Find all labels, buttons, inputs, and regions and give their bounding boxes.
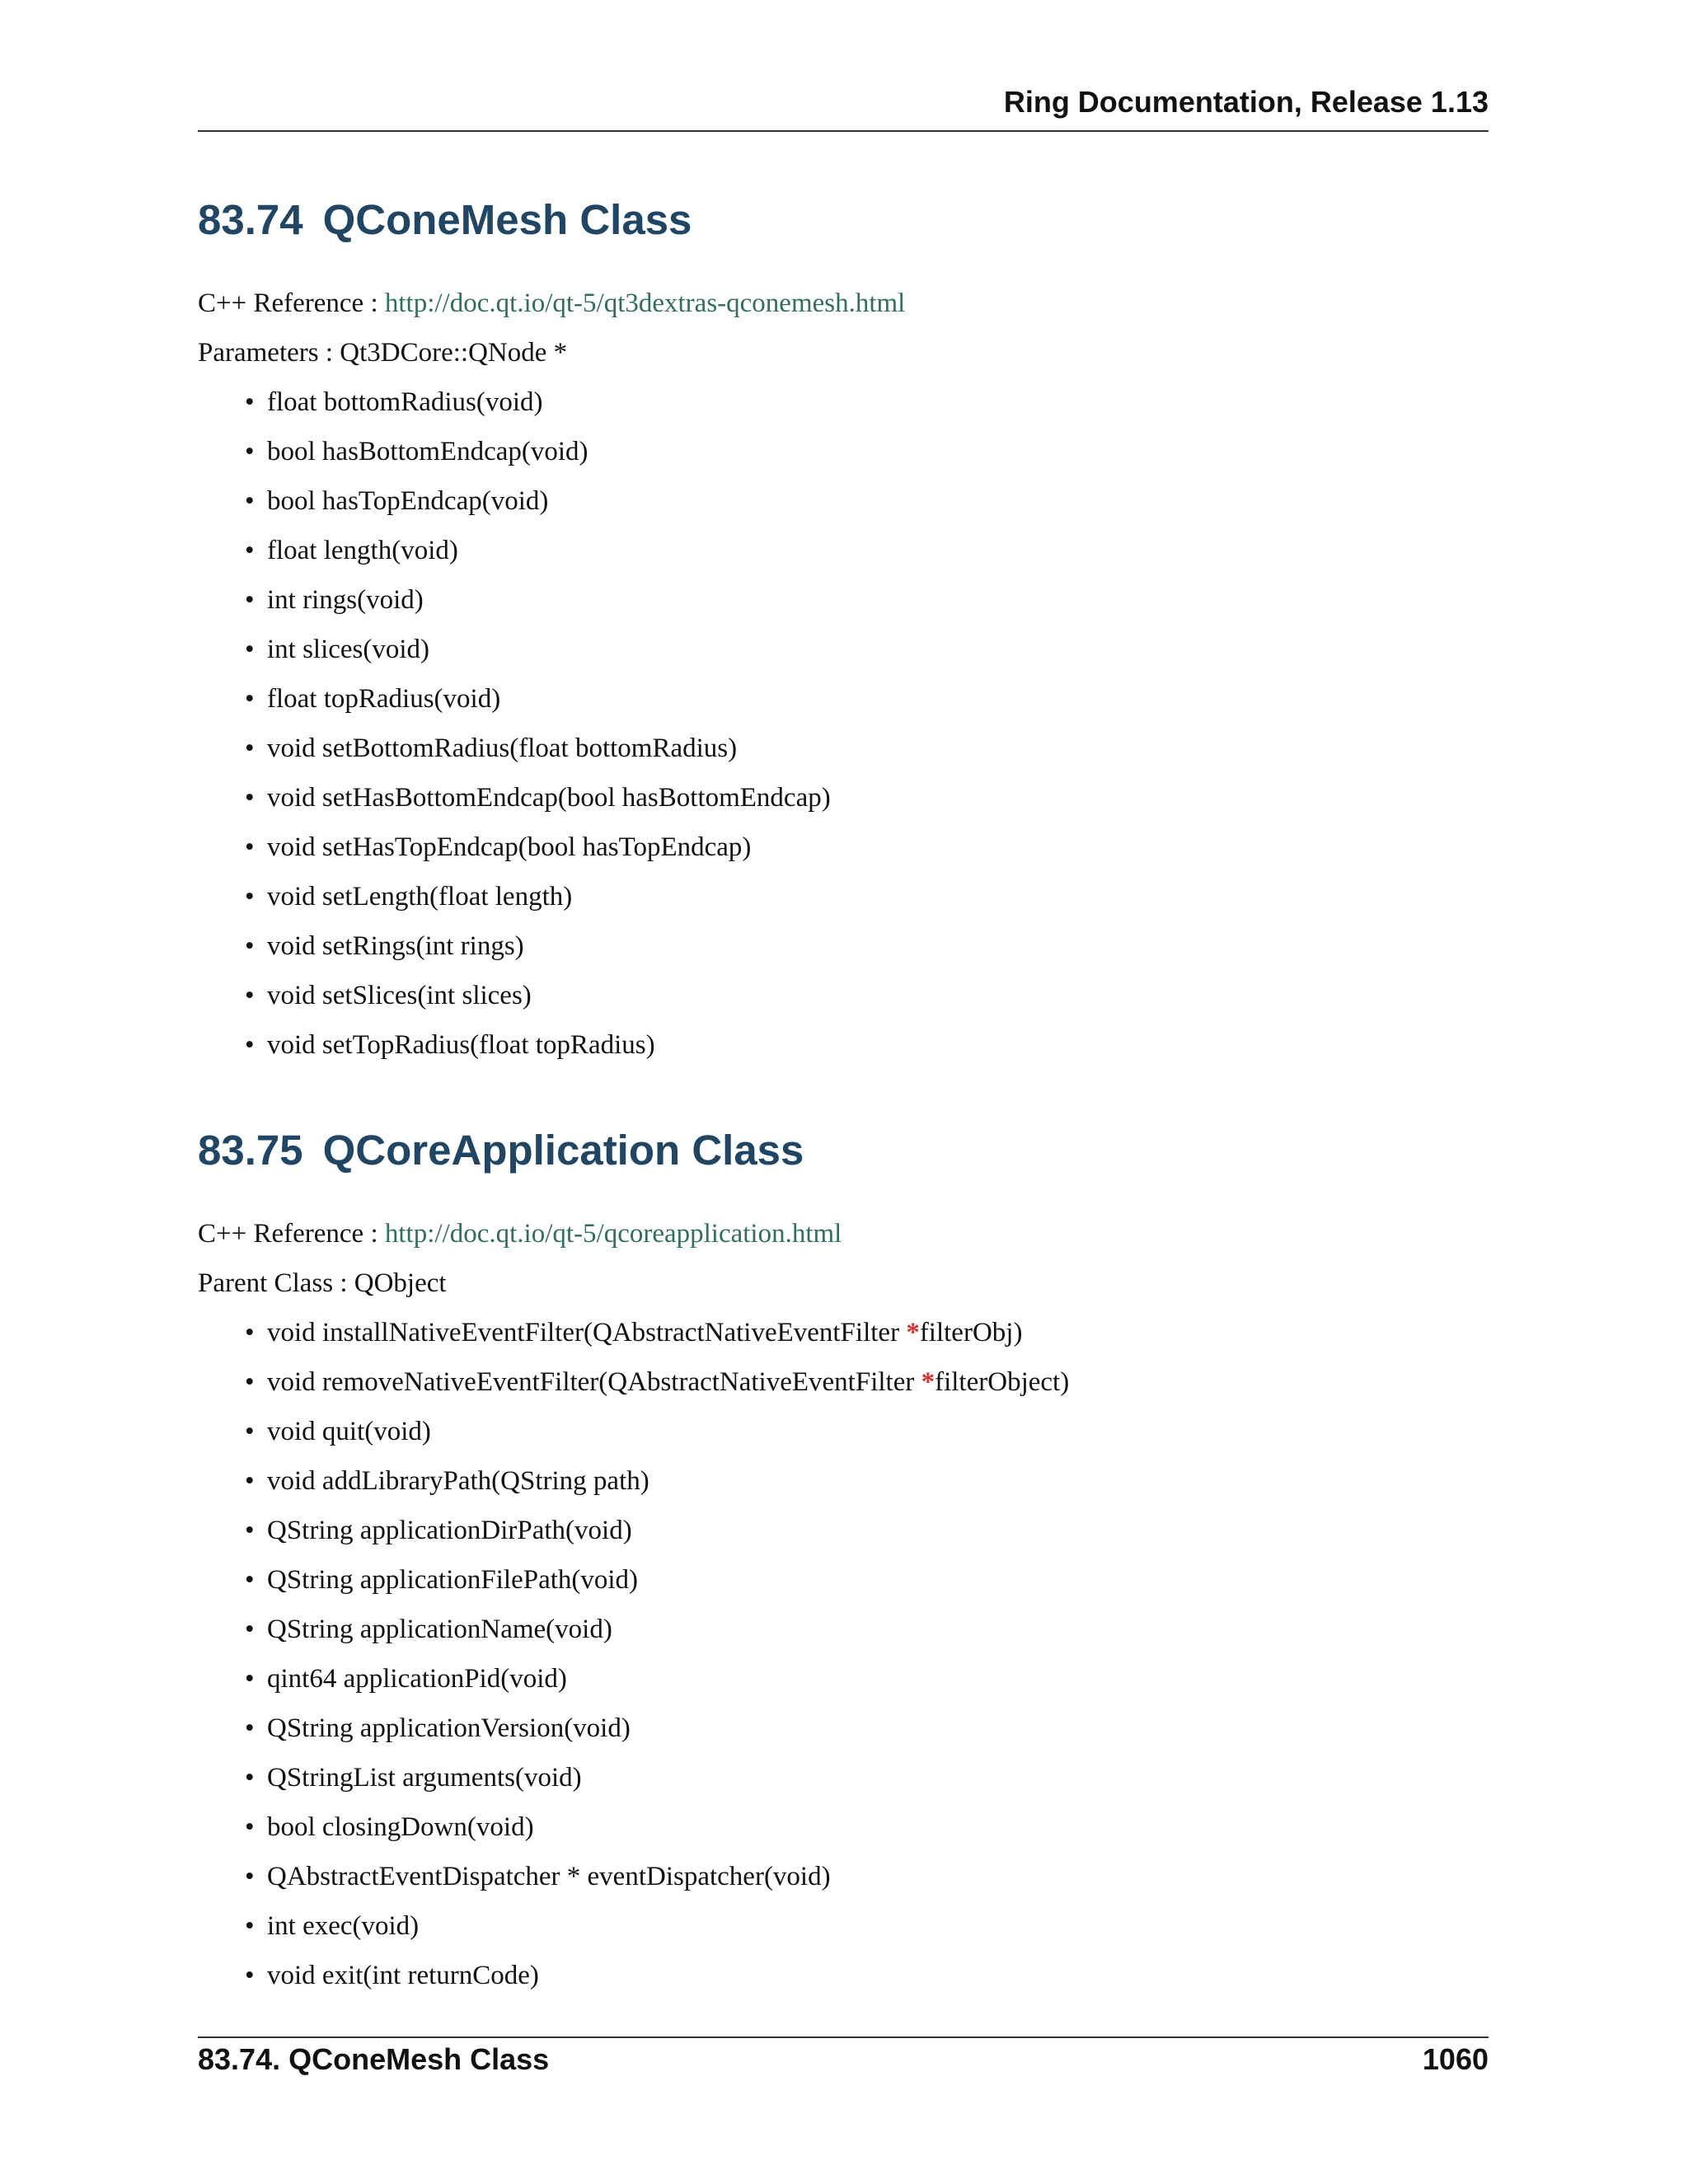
cpp-reference <box>198 279 1489 328</box>
section-qconemesh <box>198 191 1489 1070</box>
method-signature: void setLength(float length) <box>267 882 573 912</box>
method-item <box>198 1506 1489 1555</box>
method-item <box>198 823 1489 872</box>
method-signature: QString applicationFilePath(void) <box>267 1565 639 1595</box>
bullet-icon: • <box>245 1466 255 1496</box>
pointer-marker: * <box>921 1367 935 1397</box>
bullet-icon: • <box>245 486 255 516</box>
section-title: QCoreApplication Class <box>322 1127 804 1174</box>
bullet-icon: • <box>245 1812 255 1842</box>
method-item <box>198 427 1489 476</box>
method-item <box>198 1020 1489 1070</box>
running-footer <box>198 2042 1489 2076</box>
reference-link[interactable]: http://doc.qt.io/qt-5/qcoreapplication.html <box>384 1219 842 1249</box>
bullet-icon: • <box>245 1713 255 1743</box>
method-signature-part: filterObject) <box>935 1367 1070 1397</box>
method-item <box>198 1852 1489 1901</box>
bullet-icon: • <box>245 1030 255 1060</box>
parent-class-line: Parent Class : QObject <box>198 1268 447 1298</box>
pointer-marker: * <box>906 1318 920 1347</box>
method-item <box>198 575 1489 625</box>
method-item <box>198 1357 1489 1407</box>
method-item <box>198 1654 1489 1704</box>
bullet-icon: • <box>245 1763 255 1793</box>
bullet-icon: • <box>245 1862 255 1891</box>
bullet-icon: • <box>245 931 255 961</box>
method-item <box>198 526 1489 575</box>
method-item <box>198 1802 1489 1852</box>
method-list <box>198 377 1489 1070</box>
method-list <box>198 1308 1489 2000</box>
method-item <box>198 625 1489 674</box>
bullet-icon: • <box>245 387 255 417</box>
section-heading <box>198 1122 1489 1179</box>
bullet-icon: • <box>245 635 255 664</box>
bullet-icon: • <box>245 1961 255 1990</box>
section-number: 83.74 <box>198 196 303 243</box>
method-signature: void setHasBottomEndcap(bool hasBottomEndcap) <box>267 783 831 813</box>
method-item <box>198 1555 1489 1605</box>
method-signature: void setSlices(int slices) <box>267 981 532 1010</box>
bullet-icon: • <box>245 783 255 813</box>
reference-label: C++ Reference : <box>198 1219 385 1249</box>
method-item <box>198 1901 1489 1951</box>
bullet-icon: • <box>245 1318 255 1347</box>
method-signature: QString applicationDirPath(void) <box>267 1516 632 1545</box>
method-signature: void addLibraryPath(QString path) <box>267 1466 649 1496</box>
section-heading <box>198 191 1489 249</box>
bullet-icon: • <box>245 1911 255 1941</box>
section-number: 83.75 <box>198 1127 303 1174</box>
running-header: Ring Documentation, Release 1.13 <box>1003 85 1489 119</box>
method-item <box>198 971 1489 1020</box>
method-signature: float topRadius(void) <box>267 684 501 714</box>
cpp-reference <box>198 1209 1489 1258</box>
method-signature: void setHasTopEndcap(bool hasTopEndcap) <box>267 832 752 862</box>
page-number: 1060 <box>1422 2042 1489 2076</box>
method-item <box>198 1456 1489 1506</box>
method-signature-part: void installNativeEventFilter(QAbstractNativeEventFilter <box>267 1318 907 1347</box>
method-signature: void setBottomRadius(float bottomRadius) <box>267 733 738 763</box>
method-item <box>198 476 1489 526</box>
method-item <box>198 1605 1489 1654</box>
method-signature: QString applicationName(void) <box>267 1615 612 1644</box>
method-item <box>198 1308 1489 1357</box>
method-signature: float length(void) <box>267 536 458 565</box>
method-item <box>198 1407 1489 1456</box>
method-item <box>198 674 1489 724</box>
bullet-icon: • <box>245 1516 255 1545</box>
method-signature: int slices(void) <box>267 635 430 664</box>
method-signature: QAbstractEventDispatcher * eventDispatcher(void) <box>267 1862 831 1891</box>
reference-label: C++ Reference : <box>198 288 385 318</box>
bullet-icon: • <box>245 585 255 615</box>
method-signature: int rings(void) <box>267 585 424 615</box>
bullet-icon: • <box>245 832 255 862</box>
bullet-icon: • <box>245 684 255 714</box>
method-signature: bool hasTopEndcap(void) <box>267 486 549 516</box>
reference-link[interactable]: http://doc.qt.io/qt-5/qt3dextras-qconemesh.html <box>384 288 906 318</box>
method-signature: bool closingDown(void) <box>267 1812 534 1842</box>
method-signature: QStringList arguments(void) <box>267 1763 582 1793</box>
method-item <box>198 1951 1489 2000</box>
method-signature: void quit(void) <box>267 1417 431 1446</box>
bullet-icon: • <box>245 437 255 466</box>
bullet-icon: • <box>245 1615 255 1644</box>
bullet-icon: • <box>245 1565 255 1595</box>
method-item <box>198 377 1489 427</box>
bullet-icon: • <box>245 1367 255 1397</box>
method-item <box>198 1704 1489 1753</box>
method-item <box>198 921 1489 971</box>
method-signature: int exec(void) <box>267 1911 420 1941</box>
section-qcoreapplication <box>198 1122 1489 2000</box>
bullet-icon: • <box>245 1664 255 1694</box>
bullet-icon: • <box>245 981 255 1010</box>
method-signature: void setTopRadius(float topRadius) <box>267 1030 655 1060</box>
section-title: QConeMesh Class <box>322 196 692 243</box>
footer-rule <box>198 2036 1489 2038</box>
parameters-line: Parameters : Qt3DCore::QNode * <box>198 338 568 368</box>
method-signature: void setRings(int rings) <box>267 931 524 961</box>
bullet-icon: • <box>245 882 255 912</box>
method-signature-part: filterObj) <box>919 1318 1023 1347</box>
method-signature: float bottomRadius(void) <box>267 387 543 417</box>
bullet-icon: • <box>245 1417 255 1446</box>
bullet-icon: • <box>245 536 255 565</box>
method-signature: QString applicationVersion(void) <box>267 1713 631 1743</box>
method-item <box>198 724 1489 773</box>
method-item <box>198 1753 1489 1802</box>
method-signature: bool hasBottomEndcap(void) <box>267 437 588 466</box>
bullet-icon: • <box>245 733 255 763</box>
method-signature: void exit(int returnCode) <box>267 1961 539 1990</box>
method-signature-part: void removeNativeEventFilter(QAbstractNativeEventFilter <box>267 1367 921 1397</box>
method-item <box>198 872 1489 921</box>
method-signature: qint64 applicationPid(void) <box>267 1664 567 1694</box>
footer-section-title: 83.74. QConeMesh Class <box>198 2042 550 2076</box>
header-rule <box>198 130 1489 132</box>
method-item <box>198 773 1489 823</box>
